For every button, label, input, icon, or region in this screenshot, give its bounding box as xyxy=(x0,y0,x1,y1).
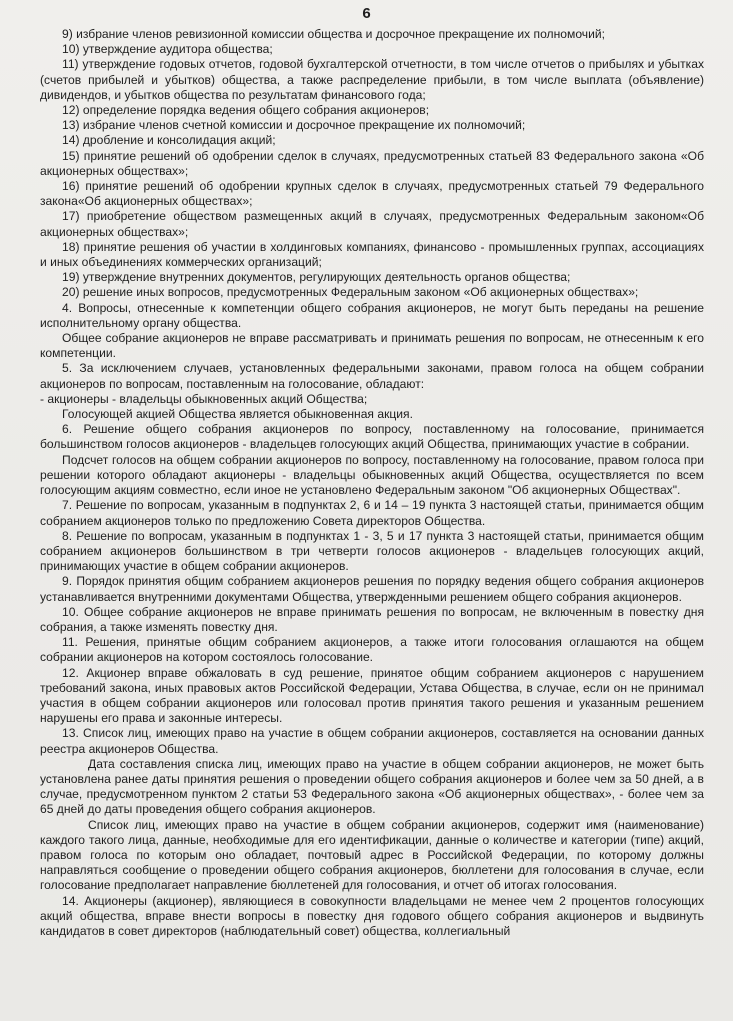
paragraph: Подсчет голосов на общем собрании акционеров по вопросу, поставленному на голосование, правом голоса при решении которого обладают акционеры - владельцы обыкновенных акций Общества, осуществляется по всем голосующим акциям совместно, если иное не установлено Федеральным законом "Об акционерных Обществах". xyxy=(40,452,704,498)
paragraph: 8. Решение по вопросам, указанным в подпунктах 1 - 3, 5 и 17 пункта 3 настоящей статьи, принимается общим собранием акционеров большинством в три четверти голосов акционеров - владельцев голосующих акций, принимающих участие в общем собрании акционеров. xyxy=(40,528,704,574)
paragraph: - акционеры - владельцы обыкновенных акций Общества; xyxy=(40,391,368,406)
paragraph: 11) утверждение годовых отчетов, годовой бухгалтерской отчетности, в том числе отчетов о прибылях и убытках (счетов прибылей и убытков) общества, а также распределение прибыли, в том числе выплата (объявление) дивидендов, и убытков общества по результатам финансового года; xyxy=(40,57,704,102)
paragraph: 10) утверждение аудитора общества; xyxy=(62,42,273,57)
paragraph: 13. Список лиц, имеющих право на участие в общем собрании акционеров, составляется на основании данных реестра акционеров Общества. xyxy=(40,726,704,756)
paragraph: 6. Решение общего собрания акционеров по вопросу, поставленному на голосование, принимается большинством голосов акционеров - владельцев голосующих акций Общества, принимающих участие в собрании. xyxy=(40,422,704,452)
paragraph: 13) избрание членов счетной комиссии и досрочное прекращение их полномочий; xyxy=(62,118,526,133)
paragraph: Дата составления списка лиц, имеющих право на участие в общем собрании акционеров, не может быть установлена ранее даты принятия решения о проведении общего собрания акционеров и более чем за 50 дней, а в случае, предусмотренном пунктом 2 статьи 53 Федерального закона «Об акционерных обществах», - более чем за 65 дней до даты проведения общего собрания акционеров. xyxy=(40,756,704,817)
paragraph: 9. Порядок принятия общим собранием акционеров решения по порядку ведения общего собрания акционеров устанавливается внутренними документами Общества, утвержденными решением общего собрания акционеров. xyxy=(40,574,704,604)
paragraph: 14. Акционеры (акционер), являющиеся в совокупности владельцами не менее чем 2 процентов голосующих акций общества, вправе внести вопросы в повестку дня годового общего собрания акционеров и выдвинуть кандидатов в совет директоров (наблюдательный совет) общества, коллегиальный xyxy=(40,893,704,938)
paragraph: 15) принятие решений об одобрении сделок в случаях, предусмотренных статьей 83 Федерального закона «Об акционерных обществах»; xyxy=(40,148,704,178)
document-body xyxy=(40,27,704,939)
paragraph: 20) решение иных вопросов, предусмотренных Федеральным законом «Об акционерных обществах»; xyxy=(62,285,639,300)
paragraph: 4. Вопросы, отнесенные к компетенции общего собрания акционеров, не могут быть переданы на решение исполнительному органу общества. xyxy=(40,300,704,330)
paragraph: 10. Общее собрание акционеров не вправе принимать решения по вопросам, не включенным в повестку дня собрания, а также изменять повестку дня. xyxy=(40,604,704,634)
paragraph: 7. Решение по вопросам, указанным в подпунктах 2, 6 и 14 – 19 пункта 3 настоящей статьи, принимается общим собранием акционеров только по предложению Совета директоров Общества. xyxy=(40,498,704,528)
paragraph: Общее собрание акционеров не вправе рассматривать и принимать решения по вопросам, не отнесенным к его компетенции. xyxy=(40,331,704,361)
paragraph: 11. Решения, принятые общим собранием акционеров, а также итоги голосования оглашаются на общем собрании акционеров на котором состоялось голосование. xyxy=(40,635,704,665)
paragraph: 12. Акционер вправе обжаловать в суд решение, принятое общим собранием акционеров с нарушением требований закона, иных правовых актов Российской Федерации, Устава Общества, в случае, если он не принимал участия в общем собрании акционеров или голосовал против принятия такого решения и указанным решением нарушены его права и законные интересы. xyxy=(40,665,704,726)
paragraph: 19) утверждение внутренних документов, регулирующих деятельность органов общества; xyxy=(62,270,571,285)
page-number: 6 xyxy=(362,5,371,22)
paragraph: Голосующей акцией Общества является обыкновенная акция. xyxy=(62,407,413,422)
paragraph: 12) определение порядка ведения общего собрания акционеров; xyxy=(62,103,430,118)
paragraph: 18) принятие решения об участии в холдинговых компаниях, финансово - промышленных группах, ассоциациях и иных объединениях коммерческих организаций; xyxy=(40,239,704,270)
paragraph: 9) избрание членов ревизионной комиссии общества и досрочное прекращение их полномочий; xyxy=(62,27,605,41)
paragraph: 17) приобретение обществом размещенных акций в случаях, предусмотренных Федеральным законом«Об акционерных обществах»; xyxy=(40,209,704,239)
paragraph: 16) принятие решений об одобрении крупных сделок в случаях, предусмотренных статьей 79 Федерального закона«Об акционерных обществах»; xyxy=(40,179,704,209)
paragraph: 14) дробление и консолидация акций; xyxy=(62,133,276,148)
paragraph: 5. За исключением случаев, установленных федеральными законами, правом голоса на общем собрании акционеров по вопросам, поставленным на голосование, обладают: xyxy=(40,361,704,391)
paragraph: Список лиц, имеющих право на участие в общем собрании акционеров, содержит имя (наименование) каждого такого лица, данные, необходимые для его идентификации, данные о количестве и категории (типе) акций, правом голоса по которым оно обладает, почтовый адрес в Российской Федерации, по которому должны направляться сообщение о проведении общего собрания акционеров, бюллетени для голосования в случае, если голосование предполагает направление бюллетеней для голосования, и отчет об итогах голосования. xyxy=(40,817,704,893)
